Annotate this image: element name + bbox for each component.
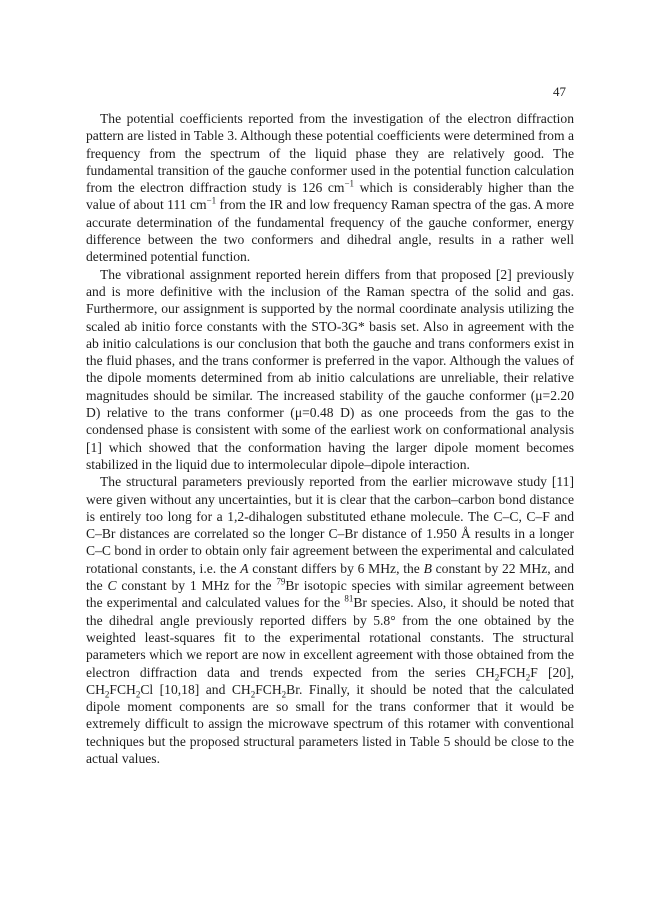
constant-c: C [107,578,117,594]
paragraph-3-text: FCH [109,681,136,697]
body-text [86,110,574,767]
paragraph-3-text: FCH [255,681,282,697]
paragraph-3-text: Br. Finally, it should be noted that the calculated dipole moment components are so small for the trans conformer that it would be extremely difficult to assign the microwave spectrum of this rotamer with conventional techniques but the proposed structural parameters listed in Table 5 should be close to the actual values. [86,681,574,766]
paragraph-3-text: constant differs by 6 MHz, the [248,560,424,576]
superscript: −1 [206,195,217,206]
constant-b: B [423,560,432,576]
subscript: 2 [250,689,256,700]
paragraph-3-text: constant by 1 MHz for the [116,578,277,594]
page-number: 47 [553,84,566,99]
isotope-superscript: 79 [276,576,286,587]
paragraph-3-text: FCH [499,664,526,680]
subscript: 2 [135,689,141,700]
constant-a: A [240,560,249,576]
paragraph-3-text: The structural parameters previously reported from the earlier microwave study [11] were given without any uncertainties, but it is clear that the carbon–carbon bond distance is entirely too long for a 1,2-dihalogen substituted ethane molecule. The C–C, C–F and C–Br distances are correlated so the longer C–Br distance of 1.950 Å results in a longer C–C bond in order to obtain only fair agreement between the experimental and calculated rotational constants, i.e. the [86,474,574,576]
superscript: −1 [344,178,355,189]
paragraph-3-text: constant by 22 MHz, and the [86,560,574,594]
paragraph-1-text-a: The potential coefficients reported from the investigation of the electron diffraction pattern are listed in Table 3. Although these potential coefficients were determined from a frequency from the spectrum of the liquid phase they are relatively good. The fundamental transition of the gauche conformer used in the potential function calculation from the electron diffraction study is 126 cm [86,111,574,196]
paragraph-3-text: Cl [10,18] and CH [140,681,251,697]
paragraph-3-text: F [20], CH [86,664,574,697]
paragraph-1-text-c: from the IR and low frequency Raman spectra of the gas. A more accurate determination of the fundamental frequency of the gauche conformer, energy difference between the two conformers and dihedral angle, results in a rather well determined potential function. [86,197,575,265]
isotope-superscript: 81 [344,593,354,604]
subscript: 2 [281,689,287,700]
paragraph-2: The vibrational assignment reported herein differs from that proposed [2] previously and is more definitive with the inclusion of the Raman spectra of the solid and gas. Furthermore, our assignment is supported by the normal coordinate analysis utilizing the scaled ab initio force constants with the STO-3G* basis set. Also in agreement with the ab initio calculations is our conclusion that both the gauche and trans conformers exist in the fluid phases, and the trans conformer is preferred in the vapor. Although the values of the dipole moments determined from ab initio calculations are unreliable, their relative magnitudes should be similar. The increased stability of the gauche conformer (μ=2.20 D) relative to the trans conformer (μ=0.48 D) as one proceeds from the gas to the condensed phase is consistent with some of the earliest work on conformational analysis [1] which showed that the conformation having the larger dipole moment becomes stabilized in the liquid due to intermolecular dipole–dipole interaction. [86,266,574,472]
subscript: 2 [494,672,500,683]
subscript: 2 [525,672,531,683]
paragraph-3 [86,473,574,767]
subscript: 2 [104,689,110,700]
paragraph-1-text-b: which is considerably higher than the value of about 111 cm [86,180,574,213]
paragraph-1 [86,110,574,266]
paragraph-3-text: Br isotopic species with similar agreement between the experimental and calculated values for the [86,578,574,611]
paragraph-3-text: Br species. Also, it should be noted that the dihedral angle previously reported differs by 5.8° from the one obtained by the weighted least-squares fit to the experimental rotational constants. The structural parameters which we report are now in excellent agreement with those obtained from the electron diffraction data and trends expected from the series CH [86,595,574,680]
